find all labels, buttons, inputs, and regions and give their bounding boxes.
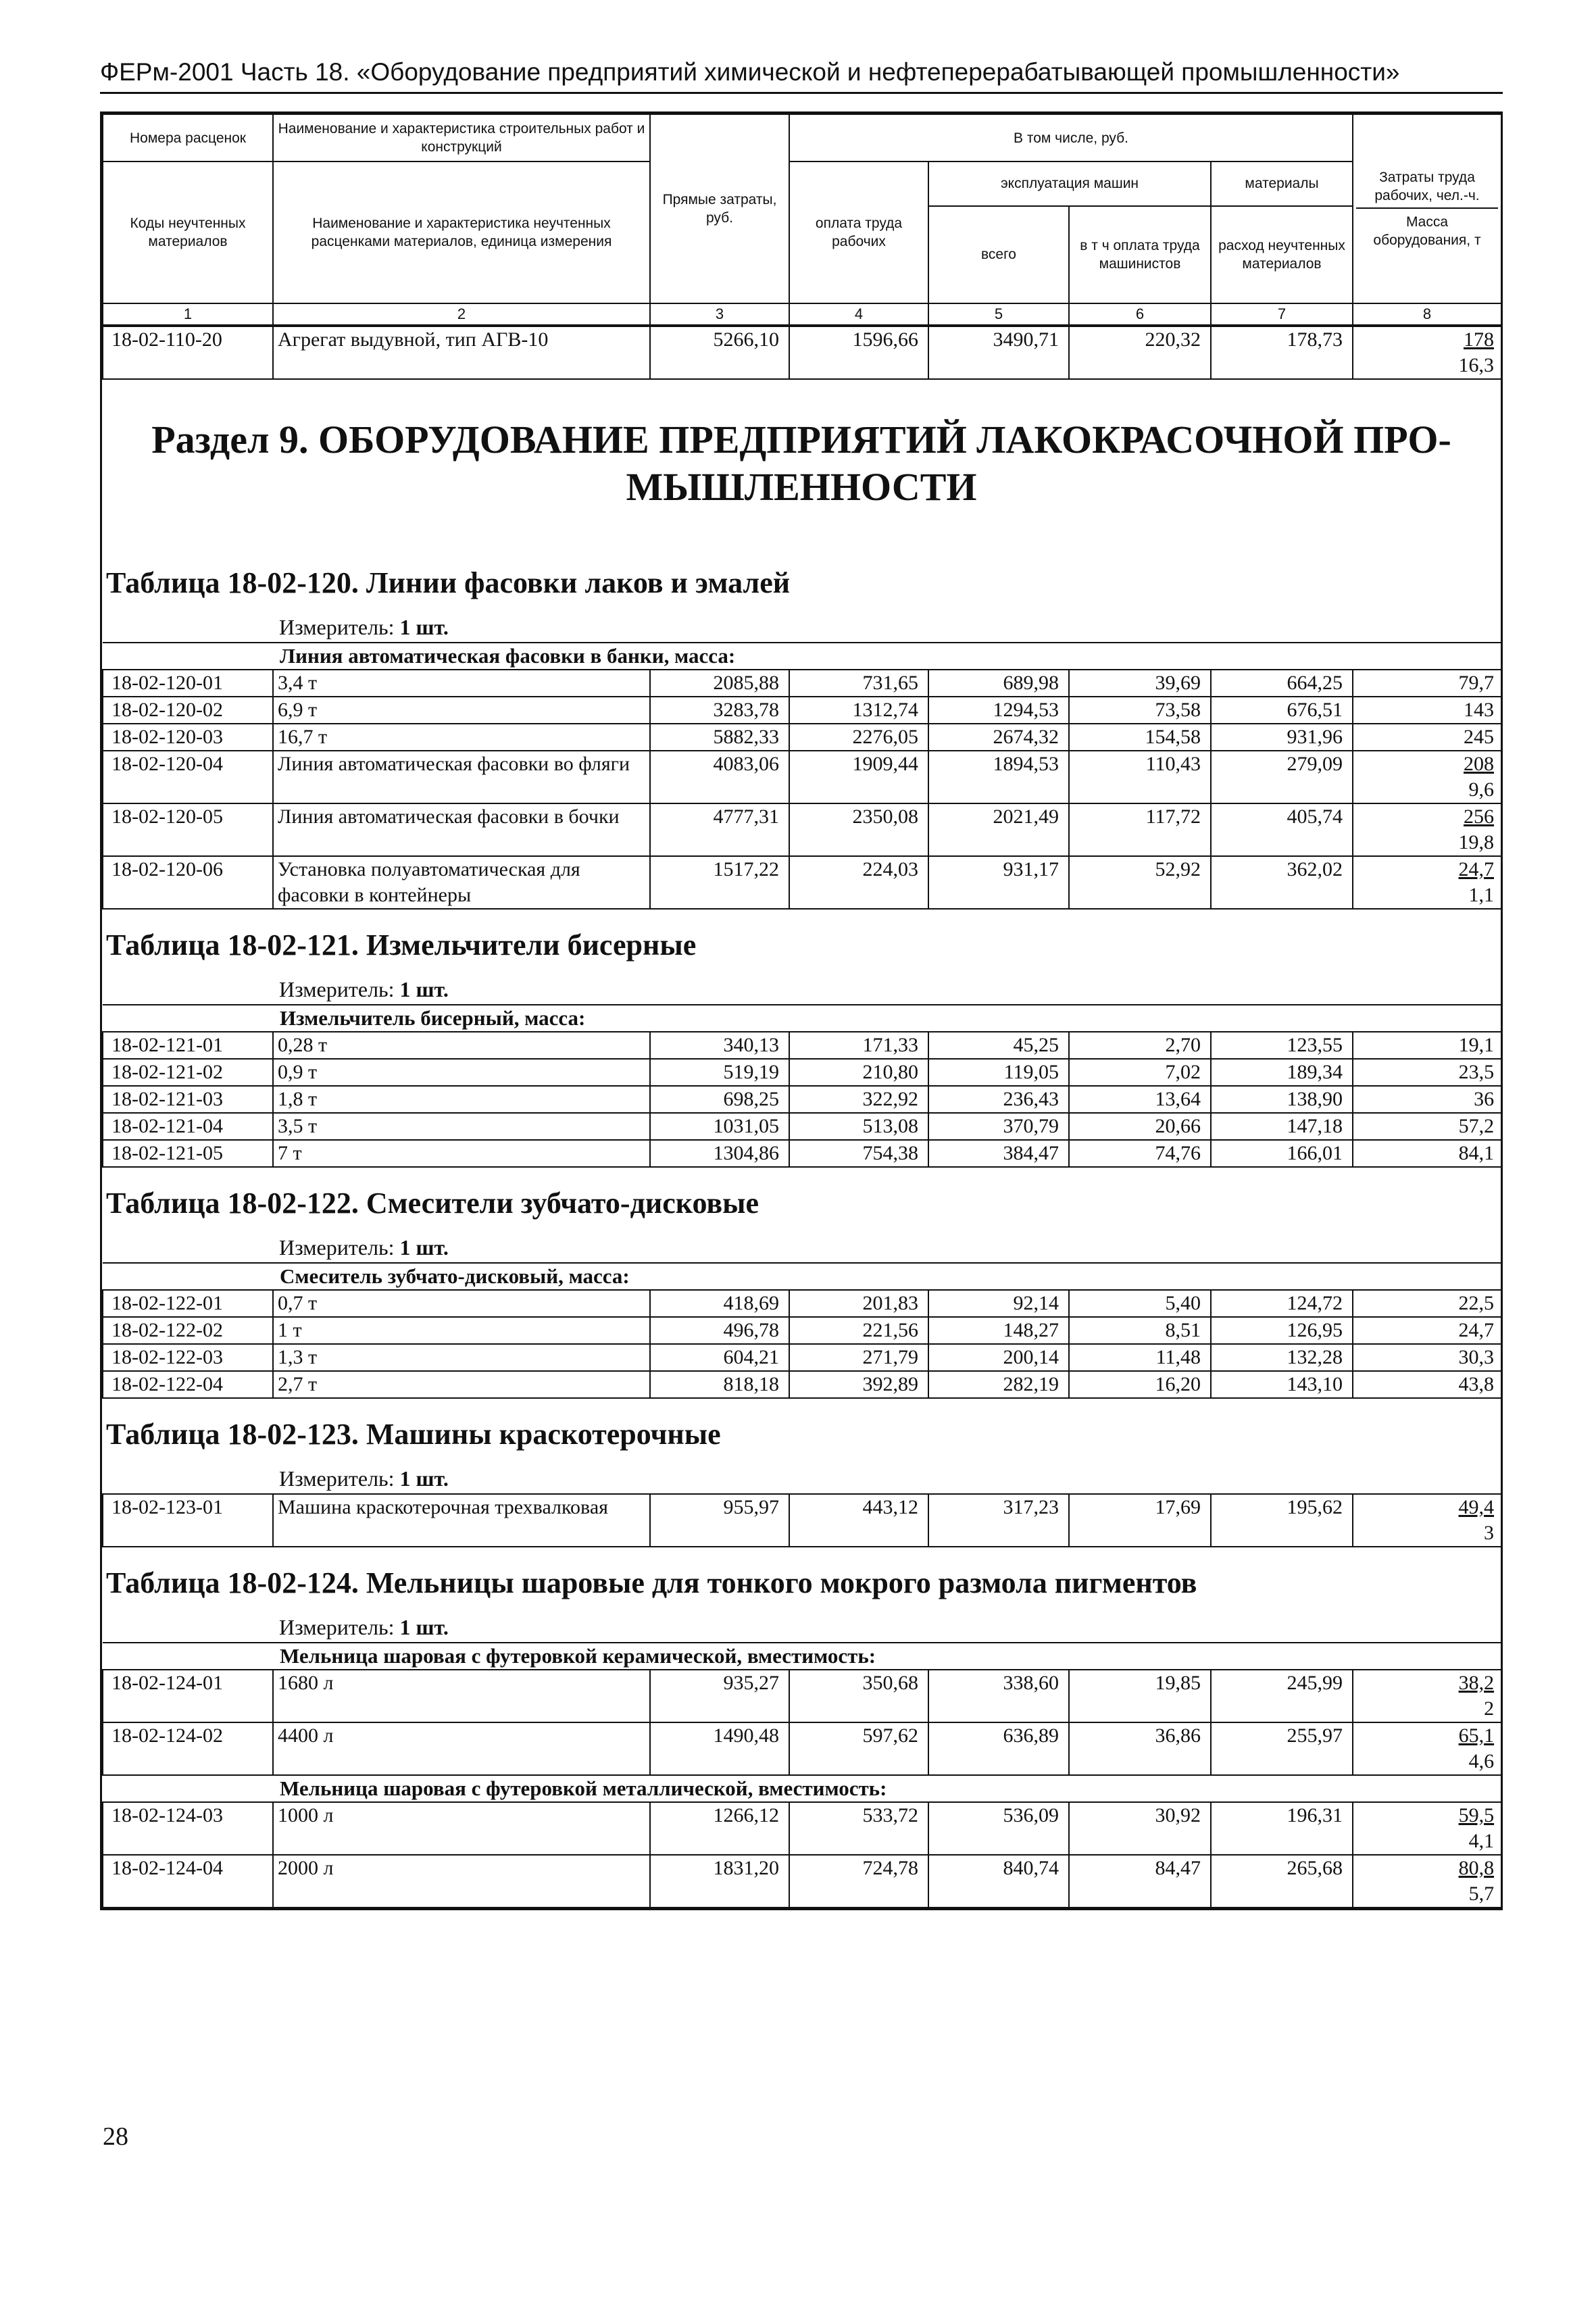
row-incl-pay: 36,86 — [1069, 1722, 1211, 1775]
row-incl-pay: 19,85 — [1069, 1670, 1211, 1722]
row-name: 1,8 т — [273, 1086, 650, 1113]
meter-label: Измеритель: — [279, 1615, 395, 1639]
row-materials: 676,51 — [1211, 697, 1353, 724]
row-labor: 245 — [1464, 726, 1494, 748]
table-row — [103, 1855, 1501, 1908]
row-materials: 405,74 — [1211, 803, 1353, 856]
row-incl-pay: 117,72 — [1069, 803, 1211, 856]
col-header-incl-pay: в т ч оплата труда машинистов — [1069, 206, 1211, 303]
row-labor-pay: 2276,05 — [789, 724, 928, 751]
col-header-mass: Масса оборудования, т — [1373, 214, 1481, 248]
row-labor: 36 — [1474, 1088, 1495, 1110]
row-labor-mass — [1353, 1855, 1501, 1908]
table-row — [103, 326, 1501, 379]
row-materials: 138,90 — [1211, 1086, 1353, 1113]
table-row — [103, 1802, 1501, 1855]
row-mass: 4,1 — [1468, 1830, 1495, 1852]
row-labor: 22,5 — [1458, 1292, 1494, 1314]
row-materials: 664,25 — [1211, 670, 1353, 697]
row-name: Машина краскотерочная трехвалковая — [273, 1494, 650, 1547]
row-code: 18-02-110-20 — [103, 326, 273, 379]
group-row — [103, 1263, 1501, 1290]
table-title: Таблица 18-02-122. Смесители зубчато-дисковые — [106, 1187, 759, 1220]
tables-container — [102, 547, 1501, 1908]
col-header-materials-use: расход неучтенных материалов — [1211, 206, 1353, 303]
group-row — [103, 1643, 1501, 1670]
col-header-labor: Затраты труда рабочих, чел.-ч. — [1356, 168, 1498, 209]
row-direct: 1304,86 — [650, 1140, 789, 1167]
row-labor-pay: 754,38 — [789, 1140, 928, 1167]
col-header-machines: эксплуатация машин — [928, 161, 1211, 206]
row-code: 18-02-123-01 — [103, 1494, 273, 1547]
row-incl-pay: 30,92 — [1069, 1802, 1211, 1855]
row-machines: 200,14 — [928, 1344, 1069, 1371]
row-labor-pay: 171,33 — [789, 1032, 928, 1059]
row-materials: 362,02 — [1211, 856, 1353, 909]
row-labor-pay: 513,08 — [789, 1113, 928, 1140]
row-labor-mass — [1353, 1086, 1501, 1113]
col-number: 6 — [1069, 303, 1211, 325]
document-page — [100, 57, 1503, 1910]
table-row — [103, 697, 1501, 724]
row-direct: 519,19 — [650, 1059, 789, 1086]
row-machines: 1294,53 — [928, 697, 1069, 724]
col-number: 3 — [650, 303, 789, 325]
norms-frame — [100, 111, 1503, 1910]
row-labor-pay: 322,92 — [789, 1086, 928, 1113]
row-materials: 189,34 — [1211, 1059, 1353, 1086]
row-machines: 1894,53 — [928, 751, 1069, 803]
meter-value: 1 шт. — [399, 1235, 449, 1260]
row-direct: 5266,10 — [650, 326, 789, 379]
row-direct: 1831,20 — [650, 1855, 789, 1908]
col-header-labor-mass — [1353, 114, 1501, 303]
table-block — [102, 910, 1501, 1168]
row-mass: 4,6 — [1468, 1750, 1495, 1772]
row-machines: 317,23 — [928, 1494, 1069, 1547]
row-materials: 123,55 — [1211, 1032, 1353, 1059]
row-name: 7 т — [273, 1140, 650, 1167]
row-materials: 132,28 — [1211, 1344, 1353, 1371]
row-machines: 931,17 — [928, 856, 1069, 909]
row-code: 18-02-122-01 — [103, 1290, 273, 1317]
row-incl-pay: 154,58 — [1069, 724, 1211, 751]
row-code: 18-02-124-04 — [103, 1855, 273, 1908]
row-incl-pay: 16,20 — [1069, 1371, 1211, 1398]
row-materials: 143,10 — [1211, 1371, 1353, 1398]
row-labor: 80,8 — [1458, 1857, 1495, 1879]
col-header-total: всего — [928, 206, 1069, 303]
row-labor-mass — [1353, 1113, 1501, 1140]
row-labor-pay: 1909,44 — [789, 751, 928, 803]
row-direct: 1266,12 — [650, 1802, 789, 1855]
table-title: Таблица 18-02-121. Измельчители бисерные — [106, 928, 697, 962]
meter-line — [102, 614, 1501, 642]
row-materials: 265,68 — [1211, 1855, 1353, 1908]
row-labor-pay: 597,62 — [789, 1722, 928, 1775]
row-incl-pay: 7,02 — [1069, 1059, 1211, 1086]
row-name: 3,5 т — [273, 1113, 650, 1140]
row-labor: 24,7 — [1458, 1319, 1494, 1341]
row-incl-pay: 110,43 — [1069, 751, 1211, 803]
meter-line — [102, 1614, 1501, 1642]
row-labor: 23,5 — [1458, 1061, 1495, 1083]
row-labor: 59,5 — [1458, 1804, 1495, 1826]
row-incl-pay: 13,64 — [1069, 1086, 1211, 1113]
row-code: 18-02-120-02 — [103, 697, 273, 724]
row-code: 18-02-120-05 — [103, 803, 273, 856]
row-labor-mass — [1353, 1344, 1501, 1371]
row-machines: 92,14 — [928, 1290, 1069, 1317]
section-title-line: Раздел 9. ОБОРУДОВАНИЕ ПРЕДПРИЯТИЙ ЛАКОКРАСОЧНОЙ ПРО- — [151, 418, 1451, 462]
row-direct: 3283,78 — [650, 697, 789, 724]
row-direct: 2085,88 — [650, 670, 789, 697]
norms-table — [102, 1642, 1502, 1908]
row-labor-mass — [1353, 1722, 1501, 1775]
meter-value: 1 шт. — [399, 1615, 449, 1639]
table-row — [103, 751, 1501, 803]
row-labor: 208 — [1464, 753, 1494, 775]
row-name: 0,28 т — [273, 1032, 650, 1059]
table-row — [103, 1317, 1501, 1344]
group-row — [103, 1775, 1501, 1802]
col-header-materials: материалы — [1211, 161, 1353, 206]
row-labor-pay: 2350,08 — [789, 803, 928, 856]
row-machines: 636,89 — [928, 1722, 1069, 1775]
table-title: Таблица 18-02-124. Мельницы шаровые для тонкого мокрого размола пигментов — [106, 1566, 1197, 1599]
row-machines: 536,09 — [928, 1802, 1069, 1855]
norms-table — [102, 1262, 1502, 1399]
table-block — [102, 547, 1501, 910]
col-header-code-bottom: Коды неучтенных материалов — [103, 161, 273, 303]
row-name: 2,7 т — [273, 1371, 650, 1398]
row-code: 18-02-122-03 — [103, 1344, 273, 1371]
row-name: 3,4 т — [273, 670, 650, 697]
row-labor: 79,7 — [1458, 672, 1494, 694]
row-labor: 57,2 — [1458, 1115, 1495, 1137]
table-row — [103, 1722, 1501, 1775]
col-header-name-top: Наименование и характеристика строительных работ и конструкций — [273, 114, 650, 161]
row-materials: 255,97 — [1211, 1722, 1353, 1775]
section-title — [129, 416, 1474, 511]
table-row — [103, 1344, 1501, 1371]
row-code: 18-02-124-01 — [103, 1670, 273, 1722]
row-code: 18-02-121-01 — [103, 1032, 273, 1059]
col-number: 7 — [1211, 303, 1353, 325]
row-labor-pay: 724,78 — [789, 1855, 928, 1908]
row-mass: 9,6 — [1468, 778, 1494, 801]
col-header-direct: Прямые затраты, руб. — [650, 114, 789, 303]
group-row — [103, 1005, 1501, 1032]
row-code: 18-02-122-04 — [103, 1371, 273, 1398]
row-machines: 384,47 — [928, 1140, 1069, 1167]
row-labor-mass — [1353, 326, 1501, 379]
row-incl-pay: 11,48 — [1069, 1344, 1211, 1371]
row-labor-mass — [1353, 1140, 1501, 1167]
row-name: 6,9 т — [273, 697, 650, 724]
row-machines: 45,25 — [928, 1032, 1069, 1059]
row-code: 18-02-120-03 — [103, 724, 273, 751]
table-row — [103, 670, 1501, 697]
table-row — [103, 856, 1501, 909]
row-mass: 16,3 — [1458, 354, 1494, 376]
norms-table — [102, 1493, 1502, 1547]
row-incl-pay: 73,58 — [1069, 697, 1211, 724]
row-labor-mass — [1353, 1290, 1501, 1317]
row-name: 1000 л — [273, 1802, 650, 1855]
row-incl-pay: 52,92 — [1069, 856, 1211, 909]
row-name: Установка полуавтоматическая для фасовки в контейнеры — [273, 856, 650, 909]
table-row — [103, 1494, 1501, 1547]
row-materials: 124,72 — [1211, 1290, 1353, 1317]
row-mass: 2 — [1484, 1697, 1495, 1720]
meter-line — [102, 1234, 1501, 1262]
row-name: 1,3 т — [273, 1344, 650, 1371]
running-header: ФЕРм-2001 Часть 18. «Оборудование предприятий химической и нефтеперерабатывающей промышленности» — [100, 57, 1503, 94]
row-direct: 818,18 — [650, 1371, 789, 1398]
col-number: 1 — [103, 303, 273, 325]
row-labor-pay: 224,03 — [789, 856, 928, 909]
row-labor-pay: 201,83 — [789, 1290, 928, 1317]
row-labor: 65,1 — [1458, 1724, 1495, 1747]
table-row — [103, 1290, 1501, 1317]
row-direct: 340,13 — [650, 1032, 789, 1059]
row-labor-pay: 210,80 — [789, 1059, 928, 1086]
row-name: 0,7 т — [273, 1290, 650, 1317]
row-incl-pay: 5,40 — [1069, 1290, 1211, 1317]
table-title: Таблица 18-02-123. Машины краскотерочные — [106, 1418, 721, 1451]
table-row — [103, 724, 1501, 751]
row-code: 18-02-124-03 — [103, 1802, 273, 1855]
row-machines: 148,27 — [928, 1317, 1069, 1344]
row-mass: 3 — [1484, 1522, 1494, 1544]
row-incl-pay: 220,32 — [1069, 326, 1211, 379]
meter-value: 1 шт. — [399, 977, 449, 1001]
col-number: 8 — [1353, 303, 1501, 325]
table-row — [103, 1670, 1501, 1722]
row-machines: 2674,32 — [928, 724, 1069, 751]
row-labor: 84,1 — [1458, 1142, 1495, 1164]
row-code: 18-02-124-02 — [103, 1722, 273, 1775]
group-row — [103, 643, 1501, 670]
table-row — [103, 1086, 1501, 1113]
row-labor-pay: 533,72 — [789, 1802, 928, 1855]
row-machines: 840,74 — [928, 1855, 1069, 1908]
row-labor: 143 — [1464, 699, 1494, 721]
table-row — [103, 1140, 1501, 1167]
row-name: 1680 л — [273, 1670, 650, 1722]
row-code: 18-02-120-06 — [103, 856, 273, 909]
group-label: Мельница шаровая с футеровкой металлической, вместимость: — [103, 1775, 1501, 1802]
row-incl-pay: 39,69 — [1069, 670, 1211, 697]
row-labor-pay: 1596,66 — [789, 326, 928, 379]
row-machines: 689,98 — [928, 670, 1069, 697]
column-header-table — [102, 114, 1502, 326]
row-direct: 496,78 — [650, 1317, 789, 1344]
row-code: 18-02-121-05 — [103, 1140, 273, 1167]
section-title-line: МЫШЛЕННОСТИ — [626, 465, 977, 509]
col-header-name-bottom: Наименование и характеристика неучтенных расценками материалов, единица измерения — [273, 161, 650, 303]
row-machines: 3490,71 — [928, 326, 1069, 379]
meter-label: Измеритель: — [279, 1466, 395, 1491]
row-labor: 30,3 — [1458, 1346, 1494, 1368]
row-labor-mass — [1353, 1371, 1501, 1398]
row-labor-mass — [1353, 1032, 1501, 1059]
row-machines: 338,60 — [928, 1670, 1069, 1722]
row-labor: 38,2 — [1458, 1672, 1495, 1694]
meter-line — [102, 976, 1501, 1004]
group-label: Смеситель зубчато-дисковый, масса: — [103, 1263, 1501, 1290]
row-mass: 19,8 — [1458, 831, 1494, 853]
row-labor-pay: 271,79 — [789, 1344, 928, 1371]
row-labor-mass — [1353, 1802, 1501, 1855]
row-incl-pay: 84,47 — [1069, 1855, 1211, 1908]
table-row — [103, 1059, 1501, 1086]
row-direct: 5882,33 — [650, 724, 789, 751]
row-direct: 418,69 — [650, 1290, 789, 1317]
row-machines: 236,43 — [928, 1086, 1069, 1113]
table-title: Таблица 18-02-120. Линии фасовки лаков и эмалей — [106, 566, 791, 599]
col-number: 5 — [928, 303, 1069, 325]
row-labor-mass — [1353, 751, 1501, 803]
row-direct: 4083,06 — [650, 751, 789, 803]
row-labor-mass — [1353, 670, 1501, 697]
row-labor-pay: 731,65 — [789, 670, 928, 697]
group-label: Измельчитель бисерный, масса: — [103, 1005, 1501, 1032]
row-labor-pay: 443,12 — [789, 1494, 928, 1547]
row-materials: 126,95 — [1211, 1317, 1353, 1344]
table-row — [103, 1032, 1501, 1059]
row-name: 2000 л — [273, 1855, 650, 1908]
row-labor: 256 — [1464, 805, 1494, 828]
row-code: 18-02-121-03 — [103, 1086, 273, 1113]
row-machines: 119,05 — [928, 1059, 1069, 1086]
table-row — [103, 1113, 1501, 1140]
first-table — [102, 326, 1502, 380]
col-header-code-top: Номера расценок — [103, 114, 273, 161]
row-name: Агрегат выдувной, тип АГВ-10 — [273, 326, 650, 379]
table-row — [103, 803, 1501, 856]
col-number: 4 — [789, 303, 928, 325]
meter-label: Измеритель: — [279, 977, 395, 1001]
table-block — [102, 1168, 1501, 1399]
row-labor: 19,1 — [1458, 1034, 1495, 1056]
row-direct: 604,21 — [650, 1344, 789, 1371]
meter-label: Измеритель: — [279, 615, 395, 639]
row-materials: 178,73 — [1211, 326, 1353, 379]
row-incl-pay: 20,66 — [1069, 1113, 1211, 1140]
row-labor-mass — [1353, 697, 1501, 724]
row-direct: 1031,05 — [650, 1113, 789, 1140]
row-labor-mass — [1353, 1494, 1501, 1547]
row-materials: 195,62 — [1211, 1494, 1353, 1547]
row-direct: 1490,48 — [650, 1722, 789, 1775]
row-materials: 931,96 — [1211, 724, 1353, 751]
row-labor-pay: 1312,74 — [789, 697, 928, 724]
col-header-incl: В том числе, руб. — [789, 114, 1353, 161]
col-header-labor-pay: оплата труда рабочих — [789, 161, 928, 303]
row-materials: 166,01 — [1211, 1140, 1353, 1167]
row-mass: 5,7 — [1468, 1883, 1495, 1905]
meter-value: 1 шт. — [399, 615, 449, 639]
row-labor: 43,8 — [1458, 1373, 1494, 1395]
row-code: 18-02-121-04 — [103, 1113, 273, 1140]
row-machines: 370,79 — [928, 1113, 1069, 1140]
row-labor: 24,7 — [1458, 858, 1494, 880]
table-block — [102, 1547, 1501, 1908]
row-labor-mass — [1353, 1670, 1501, 1722]
row-machines: 282,19 — [928, 1371, 1069, 1398]
row-code: 18-02-122-02 — [103, 1317, 273, 1344]
row-incl-pay: 2,70 — [1069, 1032, 1211, 1059]
row-incl-pay: 8,51 — [1069, 1317, 1211, 1344]
row-name: 16,7 т — [273, 724, 650, 751]
norms-table — [102, 1004, 1502, 1168]
row-name: 4400 л — [273, 1722, 650, 1775]
row-name: Линия автоматическая фасовки в бочки — [273, 803, 650, 856]
row-labor-mass — [1353, 1317, 1501, 1344]
row-name: Линия автоматическая фасовки во фляги — [273, 751, 650, 803]
row-direct: 698,25 — [650, 1086, 789, 1113]
meter-value: 1 шт. — [399, 1466, 449, 1491]
row-direct: 935,27 — [650, 1670, 789, 1722]
row-code: 18-02-121-02 — [103, 1059, 273, 1086]
meter-line — [102, 1465, 1501, 1493]
row-machines: 2021,49 — [928, 803, 1069, 856]
row-name: 0,9 т — [273, 1059, 650, 1086]
row-materials: 245,99 — [1211, 1670, 1353, 1722]
page-number: 28 — [103, 2122, 128, 2151]
row-labor-pay: 392,89 — [789, 1371, 928, 1398]
row-incl-pay: 17,69 — [1069, 1494, 1211, 1547]
col-number: 2 — [273, 303, 650, 325]
row-labor-mass — [1353, 1059, 1501, 1086]
row-labor-pay: 221,56 — [789, 1317, 928, 1344]
row-labor: 178 — [1464, 328, 1494, 351]
row-labor: 49,4 — [1458, 1496, 1494, 1518]
row-direct: 1517,22 — [650, 856, 789, 909]
row-direct: 955,97 — [650, 1494, 789, 1547]
table-block — [102, 1399, 1501, 1547]
row-direct: 4777,31 — [650, 803, 789, 856]
meter-label: Измеритель: — [279, 1235, 395, 1260]
norms-table — [102, 642, 1502, 910]
row-code: 18-02-120-01 — [103, 670, 273, 697]
row-code: 18-02-120-04 — [103, 751, 273, 803]
row-labor-mass — [1353, 803, 1501, 856]
row-labor-mass — [1353, 856, 1501, 909]
table-row — [103, 1371, 1501, 1398]
group-label: Линия автоматическая фасовки в банки, масса: — [103, 643, 1501, 670]
row-materials: 147,18 — [1211, 1113, 1353, 1140]
row-incl-pay: 74,76 — [1069, 1140, 1211, 1167]
row-materials: 279,09 — [1211, 751, 1353, 803]
group-label: Мельница шаровая с футеровкой керамической, вместимость: — [103, 1643, 1501, 1670]
row-name: 1 т — [273, 1317, 650, 1344]
row-mass: 1,1 — [1468, 884, 1494, 906]
row-labor-pay: 350,68 — [789, 1670, 928, 1722]
row-materials: 196,31 — [1211, 1802, 1353, 1855]
row-labor-mass — [1353, 724, 1501, 751]
